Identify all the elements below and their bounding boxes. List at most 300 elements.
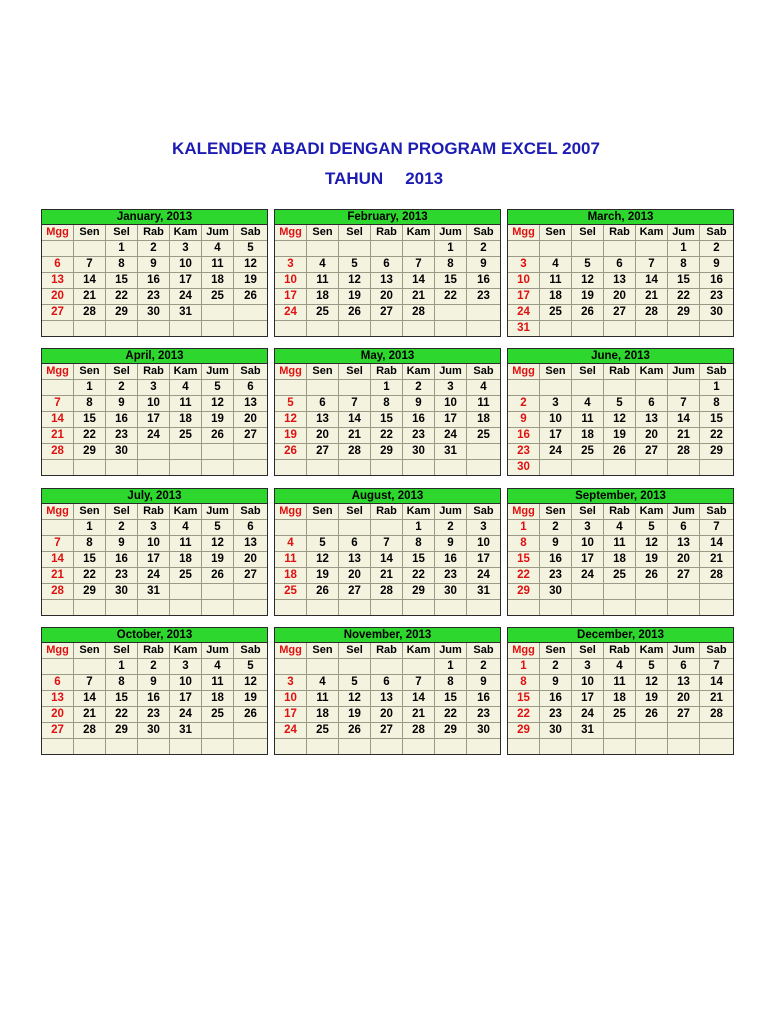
weekday-label: Sel [572, 225, 604, 240]
day-cell: 3 [275, 257, 307, 272]
day-cell: 2 [540, 659, 572, 674]
weekday-label: Kam [170, 504, 202, 519]
day-cell: 27 [604, 305, 636, 320]
day-cell: 1 [435, 241, 467, 256]
weekday-label: Rab [138, 504, 170, 519]
week-row [275, 321, 500, 336]
week-row [42, 321, 267, 336]
day-cell: 18 [275, 568, 307, 583]
day-cell [467, 321, 500, 336]
day-cell [138, 321, 170, 336]
day-cell: 13 [42, 691, 74, 706]
day-cell: 24 [540, 444, 572, 459]
weekday-label: Sab [473, 644, 494, 656]
day-cell: 26 [636, 568, 668, 583]
day-cell [170, 739, 202, 754]
month-table [507, 488, 734, 616]
day-cell: 11 [572, 412, 604, 427]
week-row [508, 273, 733, 289]
day-cell: 17 [138, 412, 170, 427]
day-cell: 5 [275, 396, 307, 411]
day-cell: 22 [403, 568, 435, 583]
day-cell: 29 [74, 584, 106, 599]
day-cell: 25 [604, 707, 636, 722]
day-cell: 8 [668, 257, 700, 272]
day-cell: 21 [636, 289, 668, 304]
day-cell [234, 723, 267, 738]
day-cell [540, 460, 572, 475]
day-cell [42, 241, 74, 256]
day-cell: 27 [636, 444, 668, 459]
day-cell: 2 [480, 660, 487, 672]
week-row [42, 257, 267, 273]
day-cell: 30 [138, 723, 170, 738]
day-cell: 25 [477, 429, 490, 441]
day-cell: 5 [202, 520, 234, 535]
day-cell: 23 [508, 444, 540, 459]
year-value: 2013 [405, 169, 444, 188]
day-cell: 24 [477, 569, 490, 581]
day-cell [435, 600, 467, 615]
day-cell: 9 [540, 536, 572, 551]
day-cell: 29 [710, 445, 723, 457]
day-cell: 6 [668, 520, 700, 535]
day-cell: 13 [668, 675, 700, 690]
weekday-label: Mgg [275, 504, 307, 519]
day-cell: 21 [339, 428, 371, 443]
day-cell [403, 460, 435, 475]
day-cell [202, 584, 234, 599]
day-cell: 21 [668, 428, 700, 443]
day-cell: 22 [710, 429, 723, 441]
day-cell: 7 [668, 396, 700, 411]
day-cell: 20 [244, 413, 257, 425]
day-cell: 3 [480, 521, 487, 533]
weekday-label: Rab [371, 364, 403, 379]
day-cell: 27 [371, 305, 403, 320]
weekday-label: Sab [473, 505, 494, 517]
day-cell: 10 [572, 536, 604, 551]
day-cell [668, 600, 700, 615]
day-cell: 21 [42, 428, 74, 443]
day-cell: 13 [307, 412, 339, 427]
day-cell [275, 600, 307, 615]
week-row [508, 241, 733, 257]
week-row [275, 289, 500, 305]
week-row [275, 520, 500, 536]
day-cell: 9 [138, 675, 170, 690]
day-cell: 17 [275, 289, 307, 304]
day-cell [636, 460, 668, 475]
weekday-label: Sel [572, 364, 604, 379]
week-row [42, 600, 267, 615]
weekday-label: Sab [473, 365, 494, 377]
day-cell: 9 [540, 675, 572, 690]
day-cell [307, 739, 339, 754]
week-row [42, 520, 267, 536]
week-row [275, 460, 500, 475]
month-title: March, 2013 [508, 210, 733, 225]
day-cell [668, 739, 700, 754]
day-cell [339, 241, 371, 256]
day-cell [275, 380, 307, 395]
day-cell: 4 [170, 380, 202, 395]
day-cell: 7 [403, 675, 435, 690]
day-cell: 7 [339, 396, 371, 411]
day-cell: 27 [371, 723, 403, 738]
day-cell: 11 [275, 552, 307, 567]
weekday-header-row [275, 643, 500, 659]
day-cell: 30 [540, 723, 572, 738]
day-cell: 22 [508, 568, 540, 583]
weekday-header-row [42, 364, 267, 380]
day-cell: 23 [403, 428, 435, 443]
day-cell: 4 [202, 659, 234, 674]
weekday-label: Jum [668, 225, 700, 240]
day-cell: 7 [713, 660, 720, 672]
day-cell [371, 520, 403, 535]
day-cell: 27 [339, 584, 371, 599]
day-cell: 17 [572, 691, 604, 706]
day-cell [170, 444, 202, 459]
weekday-label: Sen [74, 364, 106, 379]
day-cell [540, 600, 572, 615]
day-cell: 7 [636, 257, 668, 272]
week-row [275, 257, 500, 273]
day-cell: 20 [604, 289, 636, 304]
day-cell: 7 [74, 257, 106, 272]
day-cell: 28 [403, 723, 435, 738]
weekday-label: Mgg [275, 364, 307, 379]
day-cell: 13 [244, 397, 257, 409]
week-row [508, 321, 733, 336]
day-cell: 26 [275, 444, 307, 459]
day-cell [636, 241, 668, 256]
day-cell: 23 [710, 290, 723, 302]
day-cell: 18 [170, 412, 202, 427]
day-cell: 13 [339, 552, 371, 567]
day-cell: 29 [106, 723, 138, 738]
day-cell: 24 [275, 305, 307, 320]
week-row [508, 444, 733, 460]
day-cell: 21 [42, 568, 74, 583]
weekday-label: Sel [339, 643, 371, 658]
day-cell: 20 [636, 428, 668, 443]
day-cell: 22 [668, 289, 700, 304]
weekday-label: Sel [106, 504, 138, 519]
week-row [42, 675, 267, 691]
weekday-label: Kam [170, 225, 202, 240]
day-cell: 26 [572, 305, 604, 320]
day-cell: 9 [713, 258, 720, 270]
day-cell: 28 [710, 708, 723, 720]
day-cell: 19 [202, 412, 234, 427]
weekday-label: Rab [604, 504, 636, 519]
day-cell: 24 [170, 707, 202, 722]
weekday-label: Rab [604, 225, 636, 240]
day-cell: 11 [307, 691, 339, 706]
day-cell: 4 [275, 536, 307, 551]
day-cell: 2 [435, 520, 467, 535]
day-cell: 4 [572, 396, 604, 411]
day-cell: 12 [244, 676, 257, 688]
day-cell: 6 [668, 659, 700, 674]
day-cell [234, 584, 267, 599]
day-cell: 24 [170, 289, 202, 304]
weekday-label: Jum [435, 643, 467, 658]
day-cell: 18 [572, 428, 604, 443]
day-cell: 2 [480, 242, 487, 254]
day-cell: 14 [74, 691, 106, 706]
day-cell: 10 [540, 412, 572, 427]
day-cell: 12 [202, 536, 234, 551]
day-cell [403, 241, 435, 256]
day-cell [42, 460, 74, 475]
month-title: June, 2013 [508, 349, 733, 364]
day-cell: 3 [275, 675, 307, 690]
week-row [275, 600, 500, 615]
day-cell: 4 [540, 257, 572, 272]
day-cell: 30 [435, 584, 467, 599]
day-cell: 28 [339, 444, 371, 459]
day-cell: 21 [403, 707, 435, 722]
day-cell [234, 739, 267, 754]
day-cell: 31 [508, 321, 540, 336]
day-cell [202, 723, 234, 738]
month-title: April, 2013 [42, 349, 267, 364]
day-cell [700, 739, 733, 754]
day-cell: 1 [106, 659, 138, 674]
day-cell: 11 [604, 536, 636, 551]
month-title: February, 2013 [275, 210, 500, 225]
weekday-label: Kam [403, 504, 435, 519]
day-cell: 9 [403, 396, 435, 411]
week-row [508, 460, 733, 475]
day-cell: 8 [403, 536, 435, 551]
day-cell [307, 380, 339, 395]
day-cell [74, 241, 106, 256]
weekday-label: Sel [339, 364, 371, 379]
day-cell: 13 [636, 412, 668, 427]
weekday-label: Jum [668, 504, 700, 519]
day-cell: 5 [636, 520, 668, 535]
day-cell [604, 739, 636, 754]
day-cell [435, 321, 467, 336]
day-cell: 11 [202, 675, 234, 690]
day-cell: 16 [710, 274, 723, 286]
day-cell [572, 380, 604, 395]
week-row [275, 428, 500, 444]
weekday-label: Sel [106, 643, 138, 658]
day-cell: 1 [668, 241, 700, 256]
weekday-header-row [42, 225, 267, 241]
day-cell: 16 [540, 552, 572, 567]
day-cell [234, 460, 267, 475]
week-row [508, 305, 733, 321]
day-cell: 7 [42, 396, 74, 411]
day-cell: 29 [435, 723, 467, 738]
weekday-label: Sen [307, 225, 339, 240]
day-cell: 1 [713, 381, 720, 393]
day-cell: 17 [170, 273, 202, 288]
day-cell: 19 [244, 692, 257, 704]
day-cell: 9 [480, 676, 487, 688]
day-cell [307, 600, 339, 615]
day-cell [467, 600, 500, 615]
day-cell: 9 [106, 536, 138, 551]
day-cell: 2 [540, 520, 572, 535]
week-row [275, 723, 500, 739]
day-cell: 28 [74, 305, 106, 320]
day-cell: 31 [435, 444, 467, 459]
day-cell: 31 [138, 584, 170, 599]
day-cell [339, 600, 371, 615]
day-cell: 8 [435, 257, 467, 272]
weekday-label: Rab [138, 643, 170, 658]
day-cell: 4 [307, 257, 339, 272]
day-cell [202, 739, 234, 754]
day-cell: 19 [339, 707, 371, 722]
weekday-label: Kam [170, 364, 202, 379]
day-cell [467, 305, 500, 320]
weekday-label: Sen [74, 504, 106, 519]
day-cell: 27 [42, 305, 74, 320]
day-cell: 1 [403, 520, 435, 535]
day-cell [371, 460, 403, 475]
day-cell: 11 [604, 675, 636, 690]
weekday-label: Jum [202, 225, 234, 240]
weekday-label: Jum [202, 504, 234, 519]
day-cell [572, 241, 604, 256]
day-cell [202, 460, 234, 475]
weekday-label: Mgg [508, 504, 540, 519]
day-cell: 4 [480, 381, 487, 393]
day-cell: 2 [138, 659, 170, 674]
day-cell [202, 600, 234, 615]
month-table [41, 209, 268, 337]
weekday-label: Sen [74, 225, 106, 240]
weekday-label: Rab [371, 643, 403, 658]
day-cell: 26 [244, 708, 257, 720]
day-cell: 1 [371, 380, 403, 395]
day-cell: 6 [339, 536, 371, 551]
day-cell: 25 [572, 444, 604, 459]
day-cell: 28 [42, 584, 74, 599]
week-row [42, 412, 267, 428]
weekday-label: Sab [473, 226, 494, 238]
day-cell: 24 [572, 568, 604, 583]
day-cell: 21 [710, 692, 723, 704]
day-cell: 21 [710, 553, 723, 565]
week-row [275, 380, 500, 396]
day-cell [339, 380, 371, 395]
day-cell [307, 321, 339, 336]
day-cell [572, 460, 604, 475]
day-cell: 3 [435, 380, 467, 395]
day-cell: 1 [508, 659, 540, 674]
weekday-header-row [42, 504, 267, 520]
day-cell: 10 [508, 273, 540, 288]
day-cell [540, 739, 572, 754]
day-cell: 11 [477, 397, 490, 409]
day-cell: 15 [403, 552, 435, 567]
day-cell: 11 [170, 536, 202, 551]
day-cell: 12 [339, 273, 371, 288]
day-cell: 27 [244, 429, 257, 441]
day-cell [74, 321, 106, 336]
day-cell: 15 [435, 691, 467, 706]
day-cell: 18 [604, 691, 636, 706]
day-cell: 4 [604, 659, 636, 674]
day-cell: 16 [540, 691, 572, 706]
day-cell: 25 [170, 568, 202, 583]
day-cell: 21 [74, 289, 106, 304]
day-cell: 17 [477, 553, 490, 565]
day-cell [700, 460, 733, 475]
week-row [275, 444, 500, 460]
month-title: December, 2013 [508, 628, 733, 643]
day-cell: 23 [106, 428, 138, 443]
day-cell [339, 520, 371, 535]
weekday-label: Kam [170, 643, 202, 658]
day-cell: 27 [307, 444, 339, 459]
week-row [508, 520, 733, 536]
day-cell [668, 584, 700, 599]
day-cell: 4 [604, 520, 636, 535]
day-cell [42, 380, 74, 395]
day-cell [636, 321, 668, 336]
weekday-label: Sen [307, 364, 339, 379]
day-cell: 29 [106, 305, 138, 320]
week-row [275, 396, 500, 412]
day-cell: 27 [42, 723, 74, 738]
month-title: September, 2013 [508, 489, 733, 504]
year-heading [0, 169, 768, 189]
day-cell: 9 [138, 257, 170, 272]
week-row [275, 241, 500, 257]
day-cell: 7 [371, 536, 403, 551]
day-cell: 15 [508, 691, 540, 706]
day-cell [403, 600, 435, 615]
weekday-label: Sab [706, 644, 727, 656]
day-cell: 25 [202, 289, 234, 304]
day-cell [307, 460, 339, 475]
day-cell [636, 584, 668, 599]
weekday-label: Jum [435, 504, 467, 519]
weekday-label: Rab [604, 364, 636, 379]
day-cell: 8 [106, 675, 138, 690]
day-cell: 14 [403, 273, 435, 288]
day-cell: 8 [508, 675, 540, 690]
day-cell: 20 [339, 568, 371, 583]
week-row [275, 305, 500, 321]
day-cell: 23 [138, 289, 170, 304]
day-cell: 12 [202, 396, 234, 411]
day-cell: 15 [106, 691, 138, 706]
day-cell: 18 [307, 289, 339, 304]
weekday-label: Kam [636, 225, 668, 240]
week-row [508, 428, 733, 444]
day-cell: 15 [74, 552, 106, 567]
week-row [275, 584, 500, 600]
weekday-label: Rab [371, 225, 403, 240]
day-cell: 12 [339, 691, 371, 706]
day-cell [42, 520, 74, 535]
day-cell: 16 [435, 552, 467, 567]
day-cell: 15 [710, 413, 723, 425]
day-cell: 13 [668, 536, 700, 551]
weekday-label: Sel [572, 504, 604, 519]
